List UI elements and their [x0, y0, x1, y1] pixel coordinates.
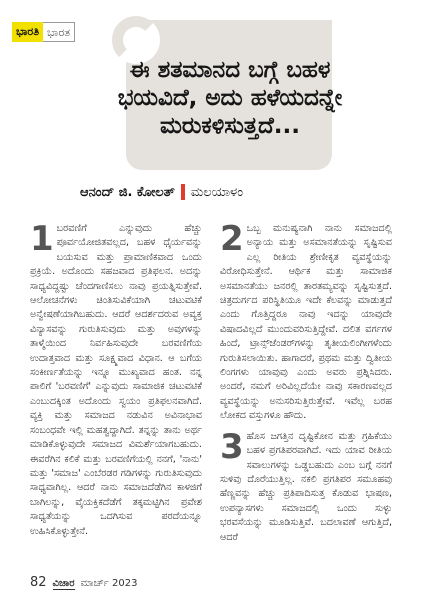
section-tag-secondary: ಭಾರತ [43, 22, 75, 42]
drop-number: 3 [220, 426, 244, 467]
byline-divider [181, 184, 185, 200]
page-footer [30, 575, 137, 590]
column-2 [220, 219, 392, 551]
drop-number: 1 [30, 219, 54, 259]
byline [80, 184, 380, 200]
paragraph-2 [220, 219, 392, 424]
paragraph-text: ಒಬ್ಬ ಮನುಷ್ಯನಾಗಿ ನಾನು ಸಮಾಜದಲ್ಲಿ ಅನ್ಯಾಯ ಮತ್ತು ಅಸಮಾನತೆಯನ್ನು ಸೃಷ್ಟಿಸುವ ಎಲ್ಲ ರೀತಿಯ ಶ್ರೇಣೀಕೃತ ವ್ಯವಸ್ಥೆಯನ್ನು ವಿರೋಧಿಸುತ್ತೇನೆ. ಆರ್ಥಿಕ ಮತ್ತು ಸಾಮಾಜಿಕ ಅಸಮಾನತೆಯು ಜನರಲ್ಲಿ ತಾರತಮ್ಯವನ್ನು ಸೃಷ್ಟಿಸುತ್ತದೆ. ಚಿತ್ರದುರ್ಗದ ಪರಿಸ್ಥಿತಿಯೂ ಇದೇ ಕೆಲವನ್ನು ಮಾಡುತ್ತದೆ ಎಂದು ಗೊತ್ತಿದ್ದರೂ ನಾವು ಇದನ್ನು ಯಾವುದೇ ವಿಷಾದವಿಲ್ಲದೆ ಮುಂದುವರಿಸುತ್ತಿದ್ದೇವೆ. ದಲಿತ ವರ್ಗಗಳ ಹಿಂದೆ, ಟ್ರಾನ್ಸ್‌ಜೆಂಡರ್‌ಗಳನ್ನು ತೃತೀಯಲಿಂಗೀಗಳೆಂದು ಗುರುತಿಸಲಾಯಿತು. ಹಾಗಾದರೆ, ಪ್ರಥಮ ಮತ್ತು ದ್ವಿತೀಯ ಲಿಂಗಗಳು ಯಾವುವು ಎಂದು ಅವರು ಪ್ರಶ್ನಿಸಿದರು. ಅಂದರೆ, ನಮಗೆ ಅರಿವಿಲ್ಲದೆಯೇ ನಾವು ಸಕಾರಣವಲ್ಲದ ವ್ಯವಸ್ಥೆಯನ್ನು ಅನುಸರಿಸುತ್ತಿರುತ್ತೇವೆ. ಇವೆಲ್ಲ ಬರಹ ಲೋಕದ ವಸ್ತುಗಳೂ ಹೌದು. [220, 223, 392, 422]
paragraph-text: ಬರವಣಿಗೆ ಎನ್ನುವುದು ಹೆಚ್ಚು ಪೂರ್ವಯೋಜಿತವಲ್ಲದ, ಬಹಳ ಧೈರ್ಯವನ್ನು ಬಯಸುವ ಮತ್ತು ಪ್ರಾಮಾಣಿಕವಾದ ಒಂದು ಪ್ರಕ್ರಿಯೆ. ಅದೊಂದು ಸಹಜವಾದ ಪ್ರತಿಫಲನ. ಅದನ್ನು ಸಾಧ್ಯವಿದ್ದಷ್ಟು ಚೆಂದಗಾಣಿಸಲು ನಾವು ಪ್ರಯತ್ನಿಸುತ್ತೇವೆ. ಆಲೋಚನೆಗಳು ಚಿಂತಿಸುವಿಕೆಯಾಗಿ ಚಟುವಟಿಕೆ ಅನ್ವೇಷಣೆಯಾಗಿಬಹುದು. ಆದರೆ ಆದರ್ಶದರುವ ಅವ್ಯಕ್ತ ವಿನ್ಯಾಸವನ್ನು ಗುರುತಿಸುವುದು ಮತ್ತು ಅವುಗಳನ್ನು ತಾಳ್ಮೆಯಿಂದ ನಿರ್ವಹಿಸುವುದೇ ಬರವಣಿಗೆಯ ಉದಾತ್ತವಾದ ಮತ್ತು ಸೂಕ್ಷ್ಮವಾದ ವಿಧಾನ. ಆ ಬಗೆಯ ಸಂಕೀರ್ಣತೆಯನ್ನು ಇನ್ನೂ ಮುಖ್ಯವಾದ ಹಂತ. ನನ್ನ ಪಾಲಿಗೆ 'ಬರವಣಿಗೆ' ಎನ್ನುವುದು ಸಾಮಾಜಿಕ ಚಟುವಟಿಕೆ ಎಂಬುದಕ್ಕಿಂತ ಅದೊಂದು ಸ್ವಯಂ ಪ್ರತಿಫಲನವಾಗಿದೆ. ವ್ಯಕ್ತಿ ಮತ್ತು ಸಮಾಜದ ನಡುವಿನ ಅವಿನಾಭಾವ ಸಂಬಂಧವೇ ಇಲ್ಲಿ ಮಹತ್ವದ್ದಾಗಿದೆ. ತನ್ನನ್ನು ತಾನು ಅರ್ಥ ಮಾಡಿಕೊಳ್ಳುವುದೇ ಸಮಾಜದ ವಿಮರ್ಶೆಯಾಗಬಹುದು. ಈವರೆಗಿನ ಕಲಿಕೆ ಮತ್ತು ಬರವಣಿಗೆಯಲ್ಲಿ ನನಗೆ, 'ನಾನು' ಮತ್ತು 'ಸಮಾಜ' ಎಂಬೆರಡರ ಗಡಿಗಳನ್ನು ಗುರುತಿಸುವುದು ಸಾಧ್ಯವಾಗಿಲ್ಲ. ಆದರೆ ನಾನು ಸಮಾಜದೆಡೆಗಿನ ಕಾಳಜಿಗೆ ಬಾಗಿಲನ್ನು, ವೈಯಕ್ತಿಕದೆಡೆಗೆ ತಕ್ಕಮಟ್ಟಿಗಿನ ಪ್ರವೇಶ ಸಾಧ್ಯತೆಯನ್ನು ಒದಗಿಸುವ ಪರದೆಯನ್ನೂ ಉಹಿಸಿಕೊಳ್ಳುತ್ತೇನೆ. [30, 223, 202, 537]
paragraph-1 [30, 219, 202, 539]
section-tag-primary: ಭಾರತಿ [12, 22, 43, 42]
drop-number: 2 [220, 219, 244, 259]
source-language: ಮಲಯಾಳಂ [190, 184, 243, 200]
column-1 [30, 219, 202, 545]
magazine-name: ವಿಜಾರ [52, 578, 75, 589]
author-name: ಆನಂದ್ ಜಿ. ಕೋಲತ್ [80, 184, 175, 200]
issue-date: ಮಾರ್ಚ್ 2023 [80, 578, 138, 589]
paragraph-3 [220, 426, 392, 545]
section-tag [12, 22, 75, 42]
headline: ಈ ಶತಮಾನದ ಬಗ್ಗೆ ಬಹಳ ಭಯವಿದೆ, ಅದು ಹಳೆಯದನ್ನೇ ಮರುಕಳಿಸುತ್ತದೆ... [117, 57, 343, 139]
page-number: 82 [30, 575, 47, 590]
paragraph-text: ಹೊಸ ಜಗತ್ತಿನ ದೃಷ್ಟಿಕೋನ ಮತ್ತು ಗ್ರಹಿಕೆಯು ಬಹಳ ಪ್ರಗತಿಪರವಾಗಿದೆ. ಇದು ಯಾವ ರೀತಿಯ ಸವಾಲುಗಳನ್ನು ಒಡ್ಡಬಹುದು ಎಂಬ ಬಗ್ಗೆ ನನಗೆ ಸುಳಿವು ದೊರೆಯುತ್ತಿಲ್ಲ. ನಕಲಿ ಪ್ರಗತಿಪರ ಸಮೂಹವು ಹೆಣ್ಣವನ್ನು ಹೆಚ್ಚು ಪ್ರತಿಪಾದಿಸುತ್ತ ಕೊಡುವ ಭಾಷಣ, ಉಪನ್ಯಾಸಗಳು ಸಮಾಜದಲ್ಲಿ ಒಂದು ಸುಳ್ಳು ಭರವಸೆಯನ್ನು ಮೂಡಿಸುತ್ತಿವೆ. ಬದಲಾವಣೆ ಆಗುತ್ತಿದೆ, ಆದರೆ [220, 430, 392, 543]
